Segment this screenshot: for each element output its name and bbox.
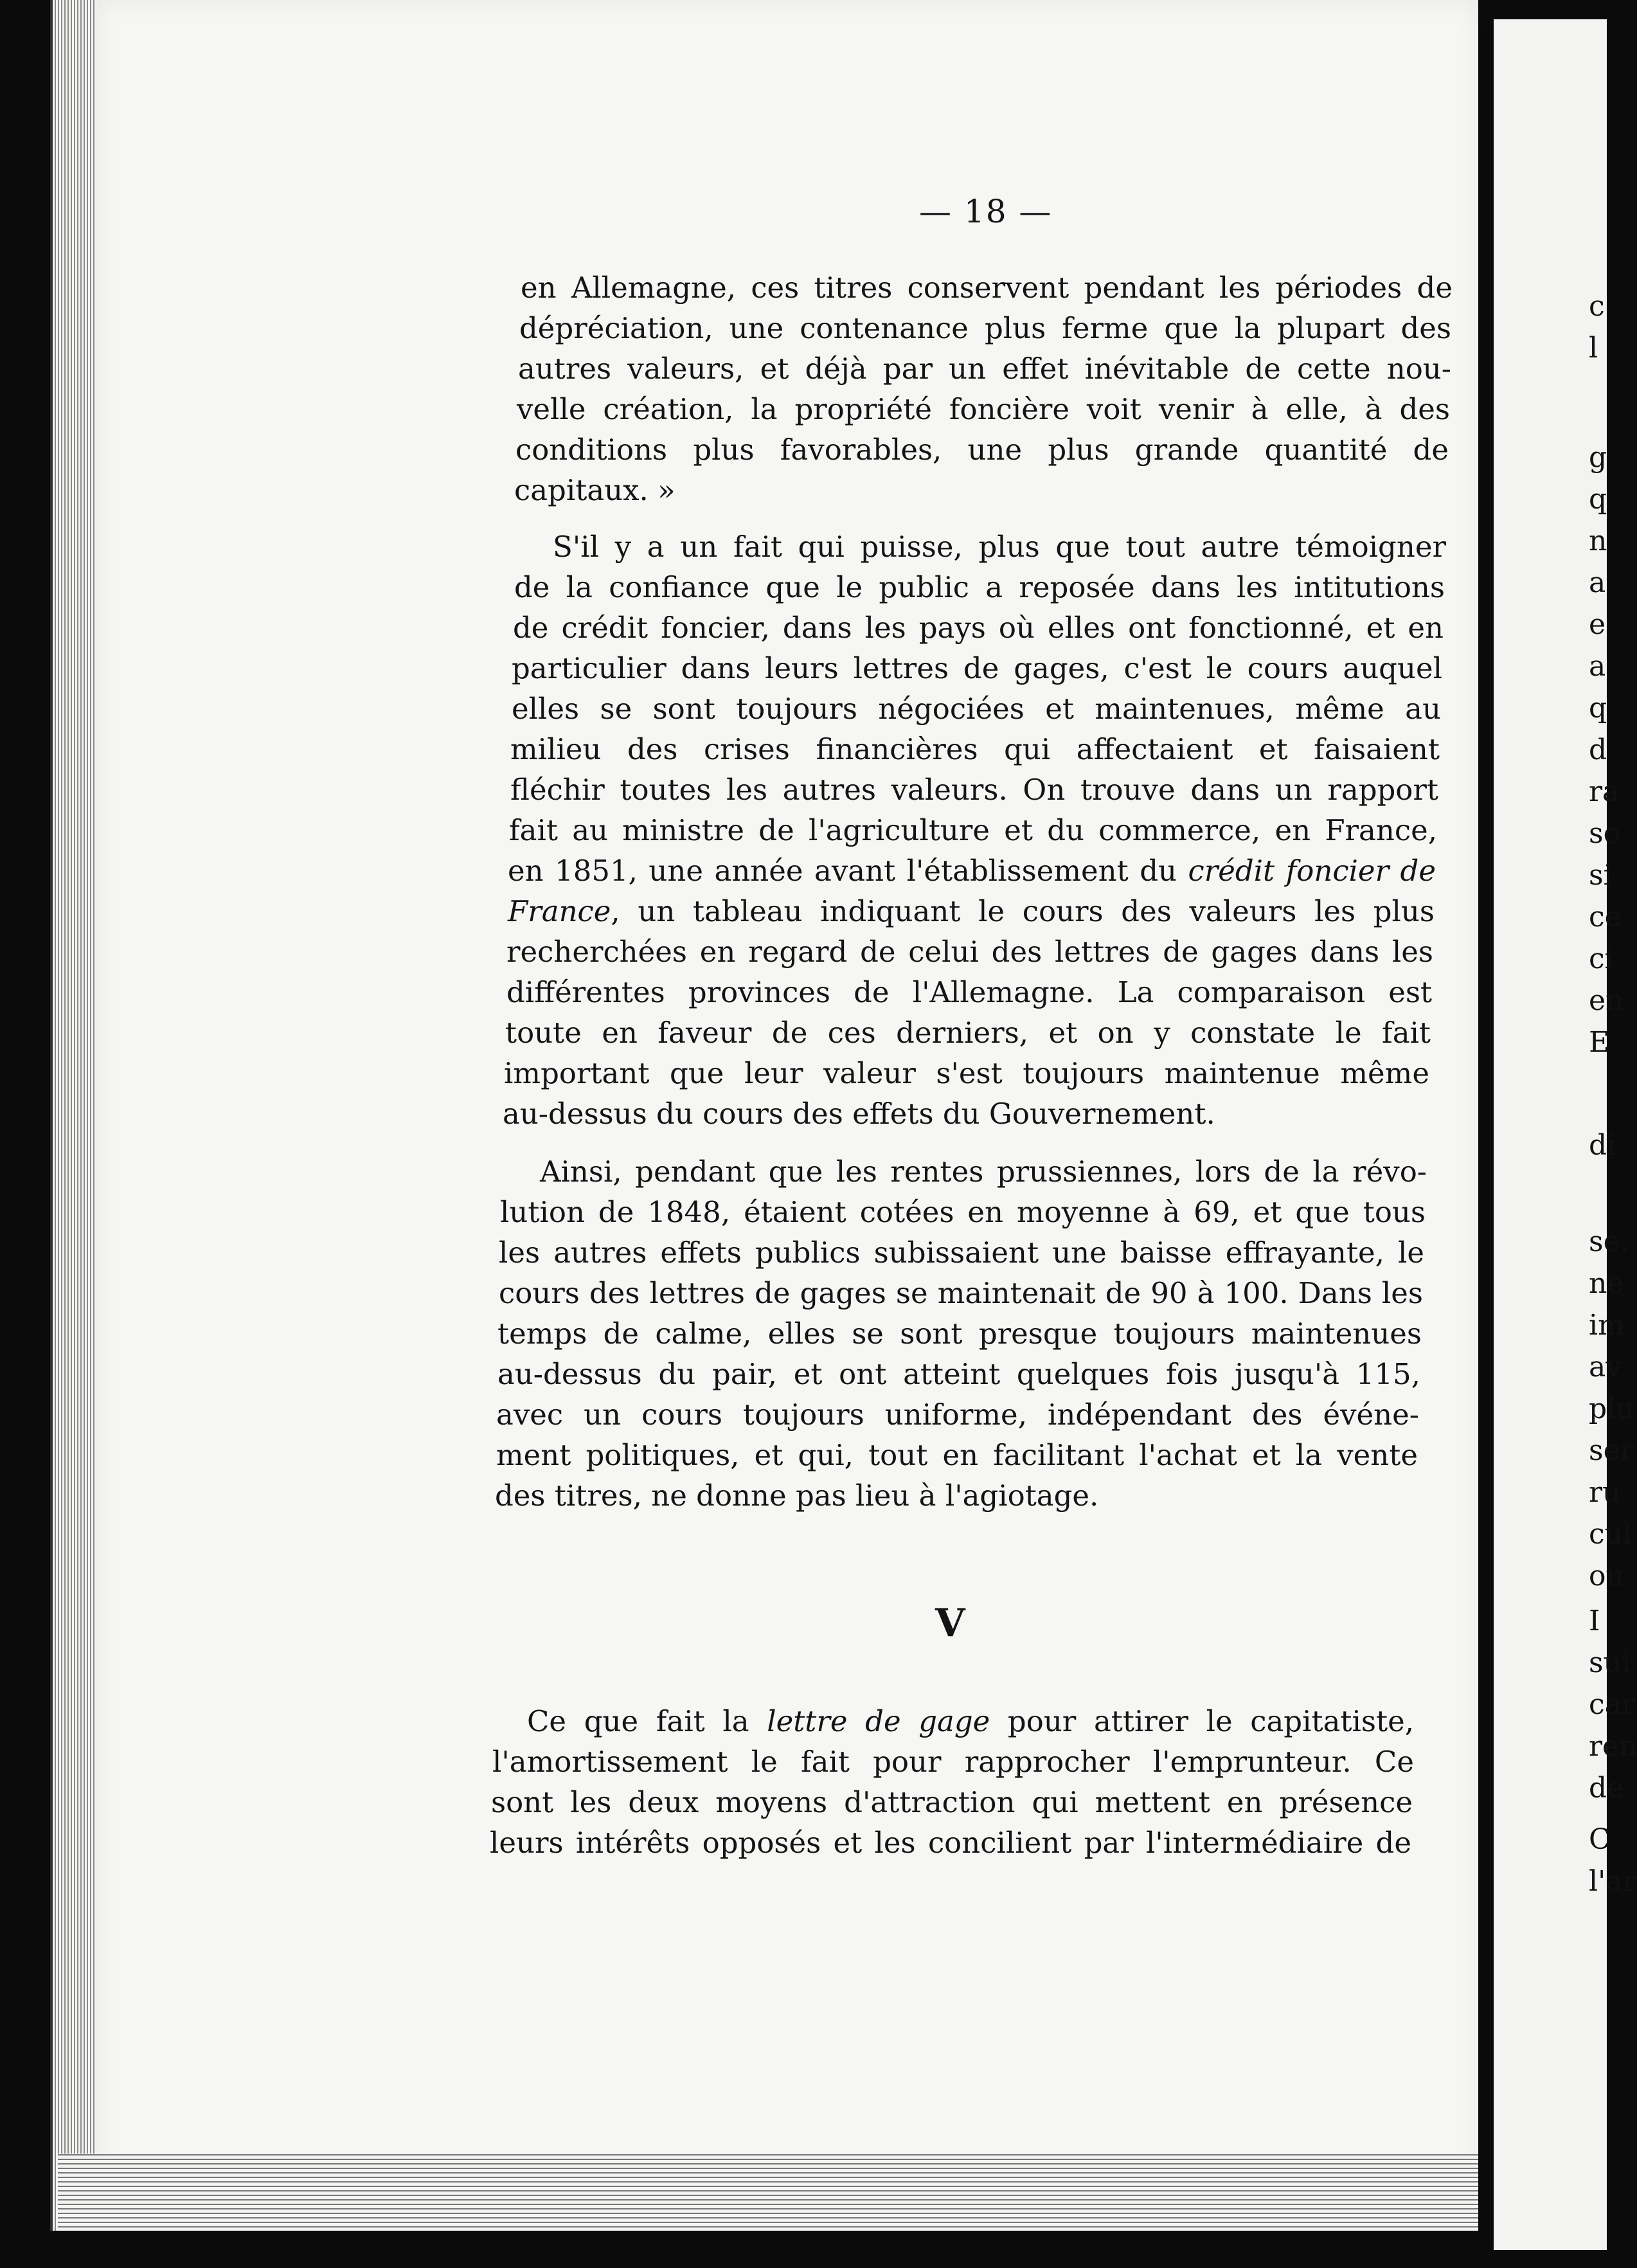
next-page-text: a — [1589, 566, 1606, 599]
next-page-text: n — [1589, 525, 1607, 557]
text-line: au-dessus du pair, et ont atteint quelques fois jusqu'à 115, — [497, 1357, 1420, 1391]
text-line: des titres, ne donne pas lieu à l'agiotage. — [495, 1479, 1099, 1513]
text-line: elles se sont toujours négociées et maintenues, même au — [512, 692, 1441, 726]
text-line: dépréciation, une contenance plus ferme que la plupart des — [519, 311, 1451, 345]
next-page-text: I — [1589, 1605, 1600, 1637]
next-page-text: ser — [1589, 1434, 1634, 1467]
text-line-part: Ce que fait la — [527, 1704, 767, 1738]
text-line-italic: lettre de gage — [767, 1704, 990, 1738]
next-page-text: sui — [1589, 1646, 1631, 1679]
text-line: temps de calme, elles se sont presque toujours maintenues — [497, 1317, 1422, 1351]
next-page-text: e — [1589, 608, 1606, 641]
text-line: important que leur valeur s'est toujours maintenue même — [504, 1056, 1429, 1090]
text-line: lution de 1848, étaient cotées en moyenne à 69, et que tous — [500, 1195, 1426, 1229]
text-line: leurs intérêts opposés et les concilient par l'intermédiaire de — [490, 1826, 1411, 1860]
text-line: sont les deux moyens d'attraction qui mettent en présence — [491, 1785, 1413, 1819]
text-line-italic: crédit foncier de — [1188, 854, 1436, 888]
next-page-text: ci — [1589, 942, 1614, 975]
next-page-text: si — [1589, 859, 1613, 892]
next-page-text: ce — [1589, 901, 1622, 933]
next-page-text: ru — [1589, 1476, 1621, 1509]
next-page-text: C — [1589, 1823, 1611, 1856]
next-page-text: im — [1589, 1309, 1625, 1342]
text-line — [508, 854, 1436, 888]
text-line: milieu des crises financières qui affectaient et faisaient — [510, 732, 1440, 766]
next-page-text: car — [1589, 1688, 1635, 1721]
text-line — [508, 894, 1435, 928]
text-line: recherchées en regard de celui des lettres de gages dans les — [506, 935, 1433, 969]
section-heading: V — [935, 1601, 965, 1646]
page-number: — 18 — — [919, 193, 1053, 230]
next-page-text: ou — [1589, 1560, 1624, 1592]
next-page-text: ren — [1589, 1730, 1637, 1763]
text-line: conditions plus favorables, une plus grande quantité de — [515, 433, 1449, 467]
text-line: fléchir toutes les autres valeurs. On trouve dans un rapport — [510, 773, 1438, 807]
next-page-text: l — [1589, 332, 1598, 364]
text-line: les autres effets publics subissaient une baisse effrayante, le — [499, 1236, 1424, 1270]
next-page-text: cul — [1589, 1518, 1633, 1551]
next-page-text: E — [1589, 1026, 1610, 1059]
text-line: au-dessus du cours des effets du Gouvernement. — [503, 1097, 1215, 1131]
next-page-text: ra — [1589, 775, 1620, 808]
text-line-italic: France — [508, 894, 611, 928]
next-page-text: av — [1589, 1351, 1622, 1383]
next-page-text: q — [1589, 692, 1607, 724]
text-line-part: pour attirer le capitatiste, — [990, 1704, 1414, 1738]
next-page-text: ne — [1589, 1267, 1624, 1300]
next-page-text: a — [1589, 650, 1606, 683]
text-line: l'amortissement le fait pour rapprocher l'emprunteur. Ce — [492, 1745, 1414, 1779]
text-line — [527, 1704, 1414, 1738]
text-line: de la confiance que le public a reposée dans les intitutions — [514, 570, 1445, 604]
next-page-text: plu — [1589, 1392, 1634, 1425]
text-line: autres valeurs, et déjà par un effet inévitable de cette nou- — [518, 352, 1451, 386]
text-line: de crédit foncier, dans les pays où elles ont fonctionné, et en — [513, 611, 1444, 645]
text-line-part: en 1851, une année avant l'établissement du — [508, 854, 1188, 888]
text-line: Ainsi, pendant que les rentes prussiennes, lors de la révo- — [540, 1155, 1427, 1189]
text-line: particulier dans leurs lettres de gages, c'est le cours auquel — [512, 651, 1442, 685]
text-line: velle création, la propriété foncière voit venir à elle, à des — [517, 392, 1450, 426]
next-page-text: di — [1589, 1129, 1616, 1162]
next-page-text: de — [1589, 1772, 1624, 1805]
next-page-text: c — [1589, 290, 1605, 323]
next-page-text: so — [1589, 817, 1621, 850]
text-line: toute en faveur de ces derniers, et on y constate le fait — [505, 1016, 1431, 1050]
next-page-text: se. — [1589, 1225, 1629, 1258]
text-line: en Allemagne, ces titres conservent pendant les périodes de — [521, 271, 1453, 305]
next-page-text: en — [1589, 984, 1624, 1017]
text-line: fait au ministre de l'agriculture et du commerce, en France, — [509, 813, 1437, 847]
text-line: différentes provinces de l'Allemagne. La comparaison est — [506, 975, 1432, 1009]
text-line: S'il y a un fait qui puisse, plus que tout autre témoigner — [553, 530, 1446, 564]
text-line: ment politiques, et qui, tout en facilitant l'achat et la vente — [496, 1438, 1418, 1472]
text-line-part: , un tableau indiquant le cours des valeurs les plus — [611, 894, 1435, 928]
text-line: avec un cours toujours uniforme, indépendant des événe- — [496, 1398, 1419, 1432]
text-line: capitaux. » — [514, 473, 675, 507]
next-page-text: d — [1589, 734, 1607, 766]
text-line: cours des lettres de gages se maintenait de 90 à 100. Dans les — [499, 1276, 1423, 1310]
next-page-text: g — [1589, 441, 1607, 474]
next-page-text: l'ar — [1589, 1865, 1636, 1898]
next-page-text: q — [1589, 483, 1607, 516]
